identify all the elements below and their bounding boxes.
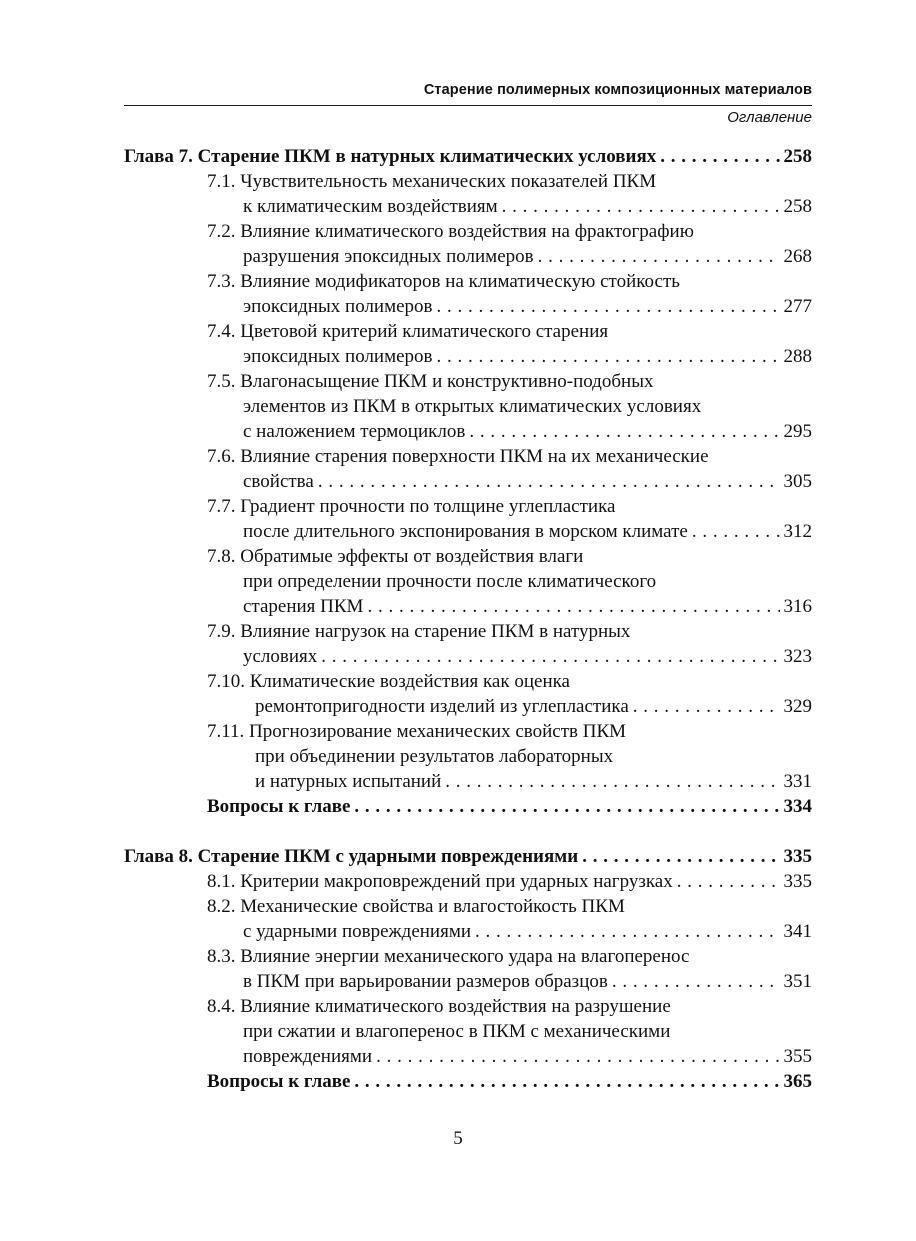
toc-section-line[interactable]: [124, 669, 812, 694]
toc-section-line[interactable]: [124, 419, 812, 444]
page-ref: 258: [783, 196, 812, 217]
section-title: условиях: [243, 646, 318, 667]
section-title: 7.3. Влияние модификаторов на климатическую стойкость: [207, 271, 680, 292]
section-title: в ПКМ при варьировании размеров образцов: [243, 971, 608, 992]
section-title: 7.7. Градиент прочности по толщине углепластика: [207, 496, 616, 517]
toc-section-line[interactable]: [124, 644, 812, 669]
questions-label: Вопросы к главе: [207, 1071, 351, 1092]
dot-leader: [437, 344, 780, 369]
page-ref: 312: [783, 521, 812, 542]
dot-leader: [633, 694, 780, 719]
toc-section-line[interactable]: [124, 569, 812, 594]
section-title: 8.1. Критерии макроповреждений при ударных нагрузках: [207, 871, 673, 892]
toc-chapter-8[interactable]: [124, 844, 812, 869]
section-title: разрушения эпоксидных полимеров: [243, 246, 534, 267]
toc-chapter-7[interactable]: [124, 144, 812, 169]
toc-section-line[interactable]: [124, 344, 812, 369]
section-title: 8.4. Влияние климатического воздействия на разрушение: [207, 996, 671, 1017]
dot-leader: [354, 794, 779, 819]
dot-leader: [660, 144, 779, 169]
dot-leader: [437, 294, 780, 319]
page-ref: 295: [783, 421, 812, 442]
toc-section-line[interactable]: [124, 544, 812, 569]
running-header-title: Старение полимерных композиционных материалов: [423, 82, 812, 98]
section-title: 7.11. Прогнозирование механических свойств ПКМ: [207, 721, 627, 742]
toc-section-line[interactable]: [124, 469, 812, 494]
dot-leader: [582, 844, 779, 869]
section-title: эпоксидных полимеров: [243, 346, 433, 367]
toc-section-line[interactable]: [124, 869, 812, 894]
questions-label: Вопросы к главе: [207, 796, 351, 817]
toc-section-line[interactable]: [124, 169, 812, 194]
dot-leader: [475, 919, 779, 944]
section-title: 7.6. Влияние старения поверхности ПКМ на их механические: [207, 446, 709, 467]
section-title: с ударными повреждениями: [243, 921, 472, 942]
section-title: к климатическим воздействиям: [243, 196, 498, 217]
page-ref: 341: [783, 921, 812, 942]
toc-section-line[interactable]: [124, 969, 812, 994]
toc-section-line[interactable]: [124, 444, 812, 469]
toc-section-line[interactable]: [124, 369, 812, 394]
toc-section-line[interactable]: [124, 294, 812, 319]
dot-leader: [469, 419, 779, 444]
dot-leader: [376, 1044, 779, 1069]
toc-section-line[interactable]: [124, 394, 812, 419]
section-title: свойства: [243, 471, 314, 492]
chapter-title: Глава 8. Старение ПКМ с ударными повреждениями: [124, 846, 579, 867]
toc-section-line[interactable]: [124, 219, 812, 244]
toc-section-line[interactable]: [124, 694, 812, 719]
toc-section-line[interactable]: [124, 244, 812, 269]
dot-leader: [318, 469, 780, 494]
toc-questions-chapter-7[interactable]: [124, 794, 812, 819]
section-title: при объединении результатов лабораторных: [255, 746, 614, 767]
page-ref: 329: [783, 696, 812, 717]
section-title: 8.2. Механические свойства и влагостойкость ПКМ: [207, 896, 625, 917]
section-title: 7.2. Влияние климатического воздействия на фрактографию: [207, 221, 694, 242]
toc-section-line[interactable]: [124, 194, 812, 219]
section-title: ремонтопригодности изделий из углепластика: [255, 696, 629, 717]
toc-section-line[interactable]: [124, 519, 812, 544]
dot-leader: [354, 1069, 779, 1094]
toc-section-line[interactable]: [124, 1019, 812, 1044]
dot-leader: [538, 244, 780, 269]
page-ref: 268: [783, 246, 812, 267]
section-title: 7.5. Влагонасыщение ПКМ и конструктивно-подобных: [207, 371, 654, 392]
page-ref: 335: [783, 846, 812, 867]
toc-section-line[interactable]: [124, 994, 812, 1019]
toc-section-line[interactable]: [124, 894, 812, 919]
page-ref: 305: [783, 471, 812, 492]
page-ref: 277: [783, 296, 812, 317]
table-of-contents: [124, 144, 812, 1094]
page-ref: 323: [783, 646, 812, 667]
dot-leader: [677, 869, 780, 894]
toc-section-line[interactable]: [124, 619, 812, 644]
page-ref: 365: [783, 1071, 812, 1092]
section-title: и натурных испытаний: [255, 771, 442, 792]
toc-section-line[interactable]: [124, 744, 812, 769]
page-ref: 288: [783, 346, 812, 367]
section-title: 8.3. Влияние энергии механического удара на влагоперенос: [207, 946, 690, 967]
section-title: эпоксидных полимеров: [243, 296, 433, 317]
dot-leader: [502, 194, 780, 219]
toc-section-line[interactable]: [124, 319, 812, 344]
dot-leader: [321, 644, 779, 669]
section-title: 7.9. Влияние нагрузок на старение ПКМ в натурных: [207, 621, 631, 642]
section-title: элементов из ПКМ в открытых климатических условиях: [243, 396, 702, 417]
page-ref: 331: [783, 771, 812, 792]
page-ref: 335: [783, 871, 812, 892]
page-ref: 316: [783, 596, 812, 617]
section-title: старения ПКМ: [243, 596, 364, 617]
toc-section-line[interactable]: [124, 1044, 812, 1069]
toc-section-line[interactable]: [124, 494, 812, 519]
toc-section-line[interactable]: [124, 594, 812, 619]
section-title: после длительного экспонирования в морском климате: [243, 521, 688, 542]
toc-section-line[interactable]: [124, 944, 812, 969]
toc-questions-chapter-8[interactable]: [124, 1069, 812, 1094]
page-ref: 334: [783, 796, 812, 817]
section-title: с наложением термоциклов: [243, 421, 466, 442]
section-title: 7.4. Цветовой критерий климатического старения: [207, 321, 609, 342]
section-title: повреждениями: [243, 1046, 373, 1067]
dot-leader: [612, 969, 780, 994]
toc-section-line[interactable]: [124, 719, 812, 744]
section-title: при определении прочности после климатического: [243, 571, 657, 592]
chapter-gap: [124, 819, 812, 844]
dot-leader: [692, 519, 780, 544]
page-ref: 258: [783, 146, 812, 167]
page-number: 5: [453, 1128, 463, 1149]
page-ref: 351: [783, 971, 812, 992]
header-rule: [124, 105, 812, 106]
section-title: при сжатии и влагоперенос в ПКМ с механическими: [243, 1021, 671, 1042]
chapter-title: Глава 7. Старение ПКМ в натурных климатических условиях: [124, 146, 657, 167]
toc-section-line[interactable]: [124, 269, 812, 294]
running-header-section: Оглавление: [727, 109, 812, 126]
section-title: 7.10. Климатические воздействия как оценка: [207, 671, 570, 692]
section-title: 7.1. Чувствительность механических показателей ПКМ: [207, 171, 657, 192]
section-title: 7.8. Обратимые эффекты от воздействия влаги: [207, 546, 584, 567]
toc-section-line[interactable]: [124, 919, 812, 944]
dot-leader: [445, 769, 779, 794]
page-ref: 355: [783, 1046, 812, 1067]
dot-leader: [367, 594, 779, 619]
toc-section-line[interactable]: [124, 769, 812, 794]
